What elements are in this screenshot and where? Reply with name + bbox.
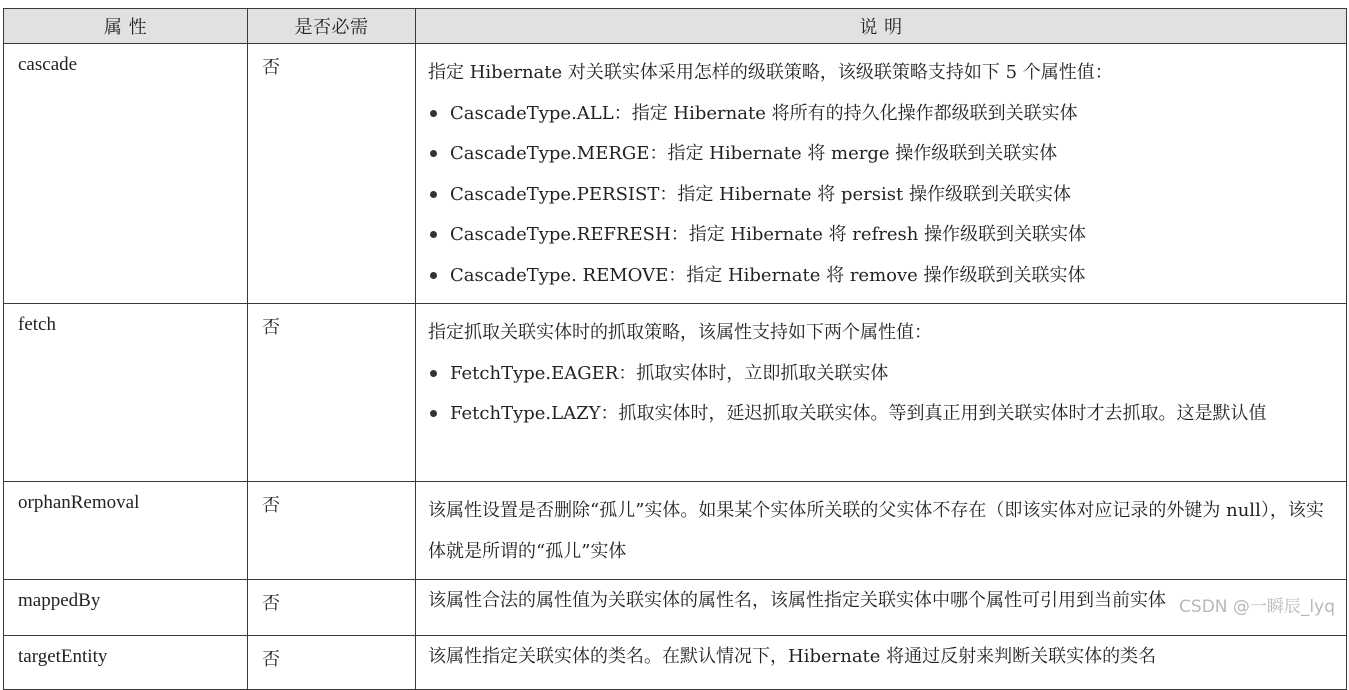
description-cell bbox=[416, 44, 1347, 304]
list-item: FetchType.EAGER：抓取实体时，立即抓取关联实体 bbox=[428, 354, 1338, 395]
bullet-list bbox=[428, 354, 1338, 435]
header-required: 是否必需 bbox=[248, 9, 416, 44]
attribute-table bbox=[3, 8, 1347, 690]
attribute-name: mappedBy bbox=[4, 580, 248, 636]
table-row bbox=[4, 44, 1347, 304]
required-value: 否 bbox=[248, 580, 416, 636]
list-item: CascadeType.ALL：指定 Hibernate 将所有的持久化操作都级联到关联实体 bbox=[428, 94, 1338, 135]
table-row bbox=[4, 636, 1347, 690]
list-item: CascadeType.REFRESH：指定 Hibernate 将 refresh 操作级联到关联实体 bbox=[428, 215, 1338, 256]
description-intro: 指定抓取关联实体时的抓取策略，该属性支持如下两个属性值： bbox=[428, 322, 932, 343]
description-cell bbox=[416, 636, 1347, 690]
bullet-list bbox=[428, 94, 1338, 297]
required-value: 否 bbox=[248, 482, 416, 580]
required-value: 否 bbox=[248, 44, 416, 304]
description-intro: 指定 Hibernate 对关联实体采用怎样的级联策略，该级联策略支持如下 5 个属性值： bbox=[428, 62, 1113, 83]
attribute-name: fetch bbox=[4, 304, 248, 482]
header-description: 说 明 bbox=[416, 9, 1347, 44]
header-attribute: 属 性 bbox=[4, 9, 248, 44]
attribute-name: cascade bbox=[4, 44, 248, 304]
required-value: 否 bbox=[248, 636, 416, 690]
description-cell bbox=[416, 482, 1347, 580]
table-header-row bbox=[4, 9, 1347, 44]
required-value: 否 bbox=[248, 304, 416, 482]
description-text: 该属性合法的属性值为关联实体的属性名，该属性指定关联实体中哪个属性可引用到当前实体 bbox=[428, 590, 1166, 611]
list-item: CascadeType. REMOVE：指定 Hibernate 将 remove 操作级联到关联实体 bbox=[428, 256, 1338, 297]
description-text: 该属性设置是否删除“孤儿”实体。如果某个实体所关联的父实体不存在（即该实体对应记录的外键为 null），该实体就是所谓的“孤儿”实体 bbox=[428, 500, 1324, 562]
description-text: 该属性指定关联实体的类名。在默认情况下，Hibernate 将通过反射来判断关联实体的类名 bbox=[428, 646, 1157, 667]
watermark-text: CSDN @一瞬辰_lyq bbox=[1179, 597, 1335, 617]
list-item: CascadeType.MERGE：指定 Hibernate 将 merge 操作级联到关联实体 bbox=[428, 134, 1338, 175]
list-item: CascadeType.PERSIST：指定 Hibernate 将 persist 操作级联到关联实体 bbox=[428, 175, 1338, 216]
description-cell bbox=[416, 304, 1347, 482]
attribute-name: orphanRemoval bbox=[4, 482, 248, 580]
table-row bbox=[4, 580, 1347, 636]
table-row bbox=[4, 304, 1347, 482]
attribute-name: targetEntity bbox=[4, 636, 248, 690]
table-row bbox=[4, 482, 1347, 580]
list-item: FetchType.LAZY：抓取实体时，延迟抓取关联实体。等到真正用到关联实体时才去抓取。这是默认值 bbox=[428, 394, 1338, 435]
